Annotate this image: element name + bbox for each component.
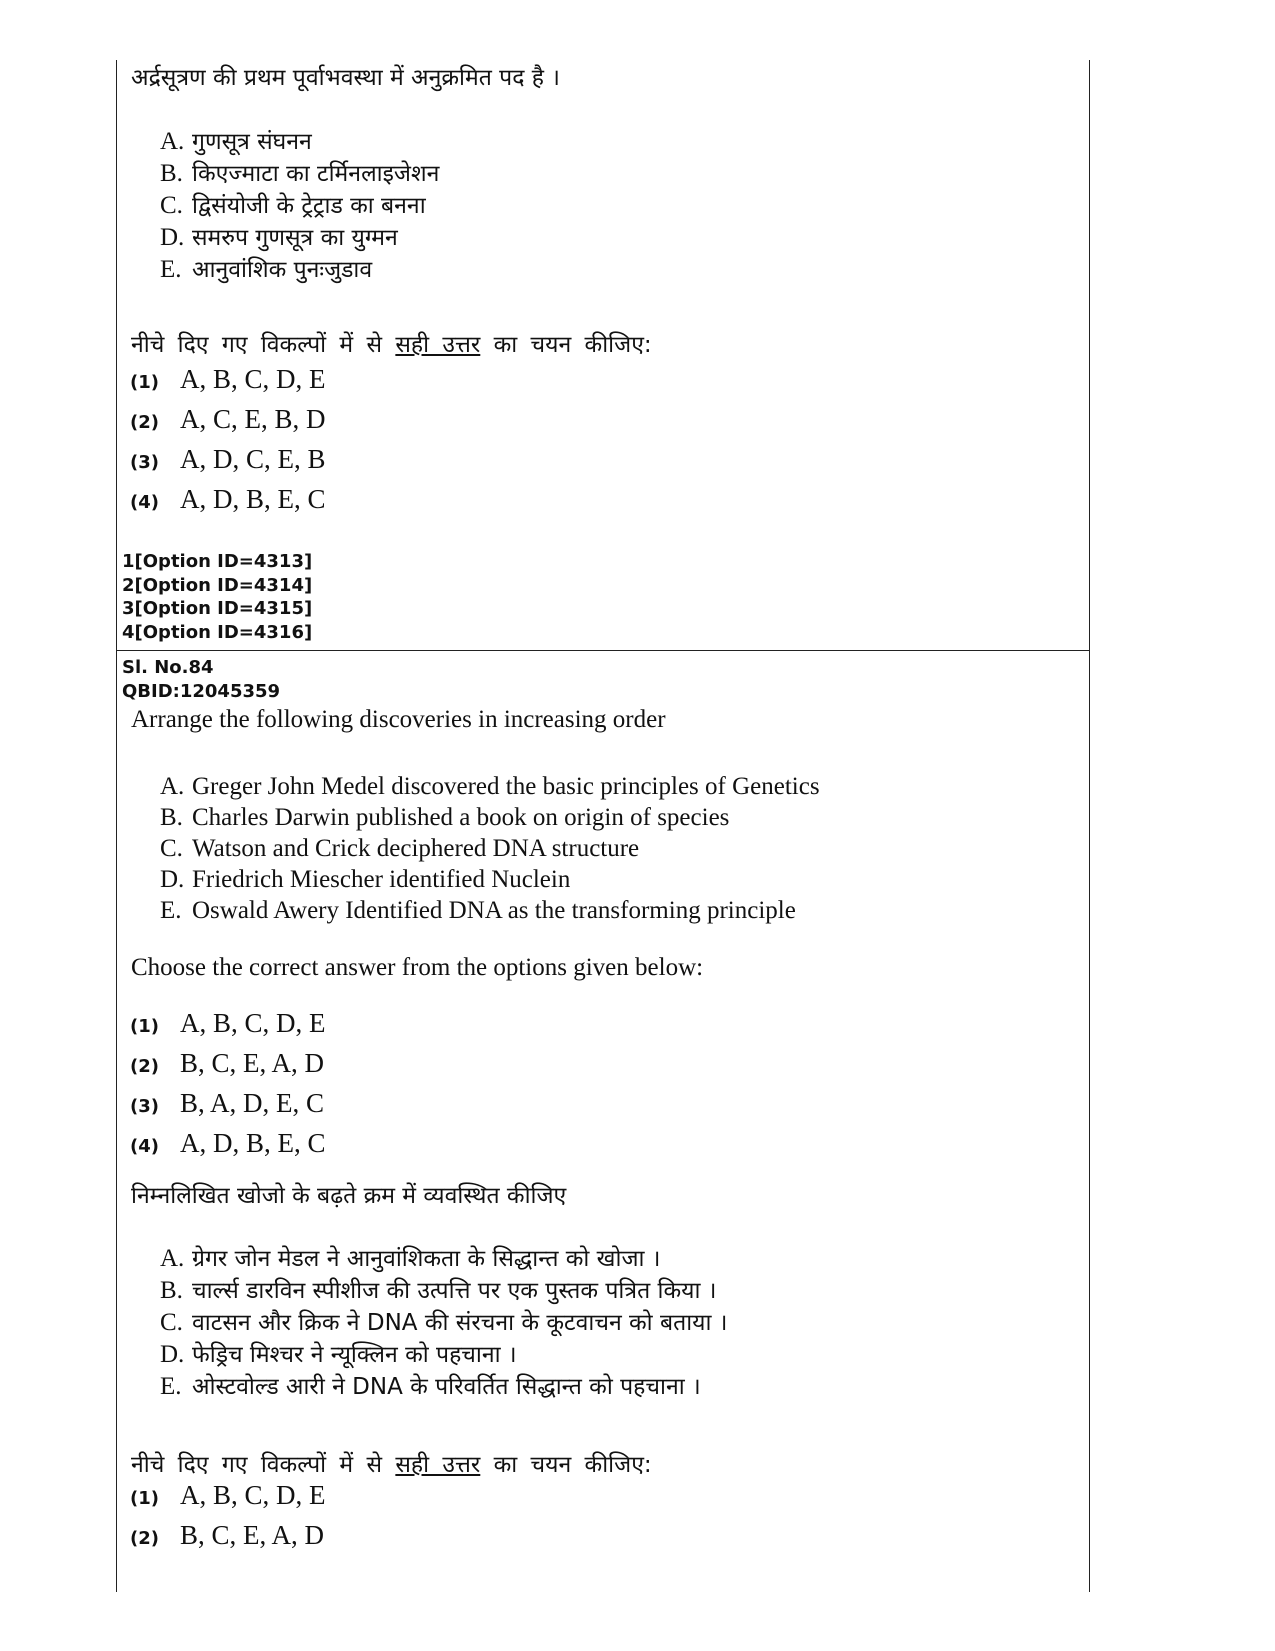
q83-item-a: A. गुणसूत्र संघनन [160,128,312,155]
q83-stem: अर्द्रसूत्रण की प्रथम पूर्वाभवस्था में अनुक्रमित पद है । [131,65,560,91]
q84-item-en-c: C. Watson and Crick deciphered DNA structure [160,835,640,862]
q83-options [130,364,326,524]
q84-stem-hi: निम्नलिखित खोजो के बढ़ते क्रम में व्यवस्थित कीजिए [131,1183,567,1209]
q83-item-e: E. आनुवांशिक पुनःजुडाव [160,256,373,283]
q84-item-en-b: B. Charles Darwin published a book on origin of species [160,804,730,831]
q84-item-hi-c: C. वाटसन और क्रिक ने DNA की संरचना के कूटवाचन को बताया । [160,1309,728,1336]
q83-item-d: D. समरुप गुणसूत्र का युग्मन [160,224,398,251]
q84-option-en-3[interactable]: (3) B, A, D, E, C [130,1088,325,1118]
q84-header [122,656,280,703]
q84-item-en-a: A. Greger John Medel discovered the basic principles of Genetics [160,773,820,800]
q84-sl-no: Sl. No.84 [122,657,214,678]
option-id-3: 3[Option ID=4315] [122,598,313,619]
q84-choose-hi: नीचे दिए गए विकल्पों में से सही उत्तर का चयन कीजिए: [131,1452,652,1478]
q84-choose-en: Choose the correct answer from the options given below: [131,954,704,981]
q84-qbid: QBID:12045359 [122,680,281,702]
option-id-2: 2[Option ID=4314] [122,574,313,596]
q84-options-hi [130,1480,326,1560]
q84-item-hi-b: B. चार्ल्स डारविन स्पीशीज की उत्पत्ति पर एक पुस्तक पत्रित किया । [160,1277,717,1304]
q83-item-b: B. किएज्माटा का टर्मिनलाइजेशन [160,160,440,187]
q84-options-en [130,1008,326,1168]
q83-option-ids [122,550,312,644]
q84-option-en-1[interactable]: (1) A, B, C, D, E [130,1008,326,1038]
q83-option-4[interactable]: (4) A, D, B, E, C [130,484,326,514]
q84-option-en-4[interactable]: (4) A, D, B, E, C [130,1128,326,1158]
q84-item-en-d: D. Friedrich Miescher identified Nuclein [160,866,571,893]
q83-items [160,126,439,286]
q83-option-2[interactable]: (2) A, C, E, B, D [130,404,326,434]
q83-option-1[interactable]: (1) A, B, C, D, E [130,364,326,394]
option-id-1: 1[Option ID=4313] [122,551,313,572]
q84-stem-en: Arrange the following discoveries in increasing order [131,706,666,733]
q84-item-hi-e: E. ओस्टवोल्ड आरी ने DNA के परिवर्तित सिद्धान्त को पहचाना । [160,1373,701,1400]
q84-option-en-2[interactable]: (2) B, C, E, A, D [130,1048,325,1078]
q83-item-c: C. द्विसंयोजी के ट्रेट्राड का बनना [160,192,426,219]
q84-option-hi-2[interactable]: (2) B, C, E, A, D [130,1520,325,1550]
q83-choose-instruction: नीचे दिए गए विकल्पों में से सही उत्तर का चयन कीजिए: [131,332,652,358]
q84-item-en-e: E. Oswald Awery Identified DNA as the transforming principle [160,897,796,924]
q83-option-3[interactable]: (3) A, D, C, E, B [130,444,326,474]
q84-item-hi-a: A. ग्रेगर जोन मेडल ने आनुवांशिकता के सिद्धान्त को खोजा । [160,1245,661,1272]
option-id-4: 4[Option ID=4316] [122,621,313,643]
question-divider [116,650,1090,651]
q84-items-hi [160,1243,727,1403]
q84-option-hi-1[interactable]: (1) A, B, C, D, E [130,1480,326,1510]
q84-item-hi-d: D. फेड्रिच मिश्चर ने न्यूक्लिन को पहचाना । [160,1341,517,1368]
q84-items-en [160,771,820,926]
